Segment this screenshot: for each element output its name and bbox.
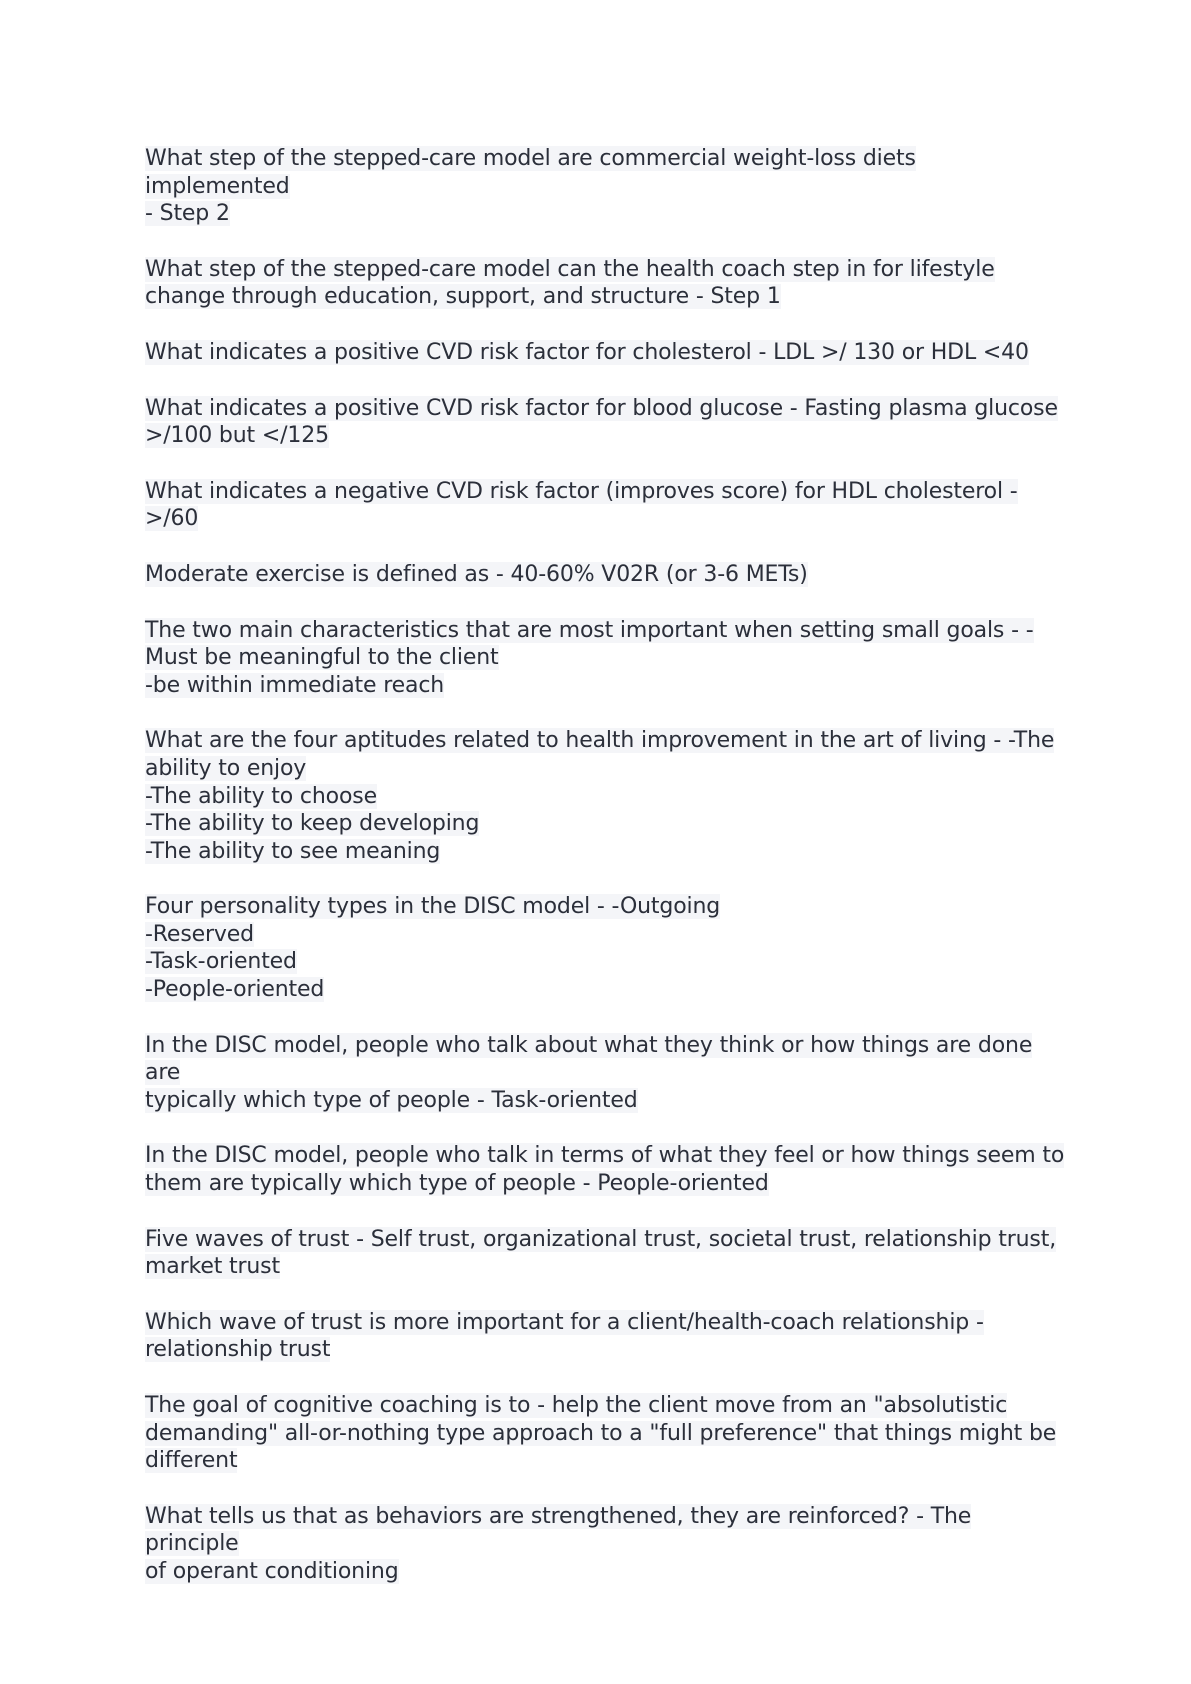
qa-item: [145, 339, 1065, 367]
qa-line-text: Which wave of trust is more important for a client/health-coach relationship -: [145, 1309, 984, 1335]
qa-line: [145, 1447, 1065, 1475]
qa-line: [145, 1420, 1065, 1448]
qa-line-text: them are typically which type of people - People-oriented: [145, 1171, 769, 1197]
qa-line: [145, 1392, 1065, 1420]
qa-line: [145, 395, 1065, 423]
qa-line-text: Moderate exercise is defined as - 40-60% V02R (or 3-6 METs): [145, 561, 808, 587]
qa-line: [145, 893, 1065, 921]
qa-line: [145, 948, 1065, 976]
qa-item: [145, 1032, 1065, 1115]
qa-item: [145, 1142, 1065, 1197]
qa-line-text: -The ability to keep developing: [145, 811, 480, 837]
qa-line: [145, 783, 1065, 811]
qa-line-text: -be within immediate reach: [145, 672, 445, 698]
qa-line-text: market trust: [145, 1254, 280, 1280]
qa-line-text: relationship trust: [145, 1337, 331, 1363]
qa-line-text: -Task-oriented: [145, 949, 297, 975]
qa-line: [145, 1226, 1065, 1254]
qa-item: [145, 1226, 1065, 1281]
qa-line-text: In the DISC model, people who talk about what they think or how things are done are: [145, 1032, 1033, 1086]
qa-line-text: change through education, support, and structure - Step 1: [145, 284, 781, 310]
qa-line-text: What indicates a negative CVD risk factor (improves score) for HDL cholesterol -: [145, 478, 1018, 504]
qa-item: [145, 561, 1065, 589]
qa-line: [145, 1309, 1065, 1337]
qa-line: [145, 200, 1065, 228]
qa-line-text: - Step 2: [145, 201, 230, 227]
qa-line: [145, 145, 1065, 200]
qa-line-text: typically which type of people - Task-oriented: [145, 1087, 638, 1113]
qa-line: [145, 505, 1065, 533]
qa-line: [145, 755, 1065, 783]
qa-line-text: The two main characteristics that are most important when setting small goals - -: [145, 617, 1034, 643]
qa-line: [145, 283, 1065, 311]
qa-line-text: Four personality types in the DISC model - -Outgoing: [145, 894, 721, 920]
qa-line: [145, 644, 1065, 672]
qa-line-text: The goal of cognitive coaching is to - help the client move from an "absolutistic: [145, 1393, 1008, 1418]
qa-line: [145, 810, 1065, 838]
qa-line: [145, 1142, 1065, 1170]
qa-line-text: What step of the stepped-care model are commercial weight-loss diets implemented: [145, 146, 916, 199]
qa-item: [145, 1392, 1065, 1475]
qa-item: [145, 478, 1065, 533]
qa-line-text: What tells us that as behaviors are strengthened, they are reinforced? - The principle: [145, 1503, 972, 1557]
qa-line-text: What indicates a positive CVD risk factor for cholesterol - LDL >/ 130 or HDL <40: [145, 339, 1029, 365]
qa-line: [145, 478, 1065, 506]
qa-line-text: Five waves of trust - Self trust, organizational trust, societal trust, relationship trust,: [145, 1226, 1057, 1252]
qa-line-text: demanding" all-or-nothing type approach to a "full preference" that things might be: [145, 1420, 1057, 1446]
qa-line: [145, 561, 1065, 589]
qa-line: [145, 921, 1065, 949]
qa-line-text: -Reserved: [145, 921, 254, 947]
qa-line-text: What step of the stepped-care model can the health coach step in for lifestyle: [145, 256, 995, 282]
qa-line: [145, 256, 1065, 284]
qa-line-text: -The ability to choose: [145, 783, 377, 809]
qa-line-text: different: [145, 1448, 238, 1474]
qa-line: [145, 976, 1065, 1004]
qa-line: [145, 838, 1065, 866]
qa-line: [145, 1503, 1065, 1558]
qa-item: [145, 617, 1065, 700]
qa-line-text: In the DISC model, people who talk in terms of what they feel or how things seem to: [145, 1143, 1065, 1169]
qa-line: [145, 422, 1065, 450]
qa-line: [145, 1087, 1065, 1115]
document-body: [145, 145, 1065, 1614]
qa-line: [145, 672, 1065, 700]
qa-line-text: -People-oriented: [145, 977, 325, 1003]
qa-line-text: -The ability to see meaning: [145, 838, 441, 864]
qa-line: [145, 1336, 1065, 1364]
qa-line: [145, 1253, 1065, 1281]
qa-line-text: >/60: [145, 506, 199, 532]
qa-line-text: What are the four aptitudes related to health improvement in the art of living - -The: [145, 728, 1055, 754]
qa-item: [145, 145, 1065, 228]
qa-item: [145, 256, 1065, 311]
qa-line: [145, 1032, 1065, 1087]
qa-line-text: What indicates a positive CVD risk factor for blood glucose - Fasting plasma glucose: [145, 395, 1058, 421]
qa-line: [145, 1170, 1065, 1198]
qa-item: [145, 1309, 1065, 1364]
qa-line: [145, 1558, 1065, 1586]
qa-line-text: >/100 but </125: [145, 423, 329, 449]
qa-item: [145, 1503, 1065, 1586]
qa-item: [145, 395, 1065, 450]
qa-item: [145, 893, 1065, 1003]
qa-line-text: ability to enjoy: [145, 755, 307, 781]
qa-item: [145, 727, 1065, 865]
qa-line: [145, 727, 1065, 755]
qa-line-text: of operant conditioning: [145, 1558, 399, 1584]
qa-line: [145, 617, 1065, 645]
qa-line: [145, 339, 1065, 367]
qa-line-text: Must be meaningful to the client: [145, 645, 499, 671]
